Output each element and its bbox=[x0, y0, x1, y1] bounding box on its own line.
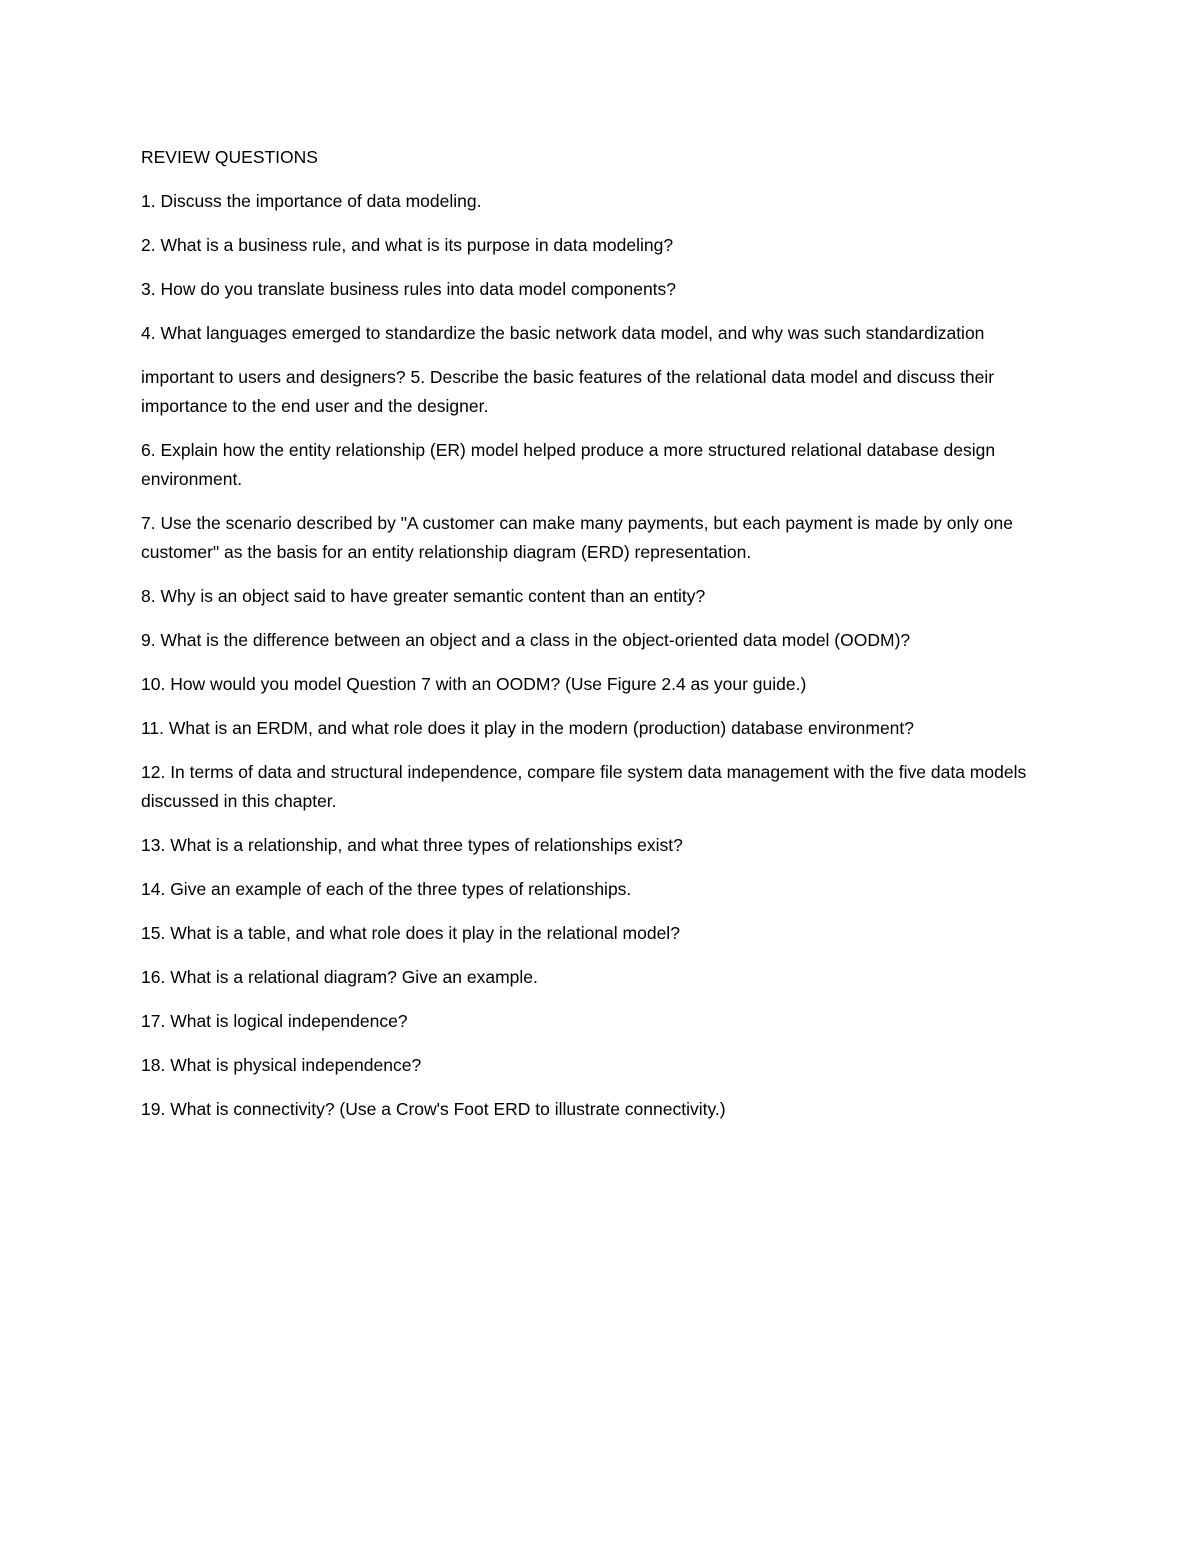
question-15: 15. What is a table, and what role does it play in the relational model? bbox=[141, 923, 680, 943]
document-body bbox=[141, 143, 1071, 1139]
question-16: 16. What is a relational diagram? Give an example. bbox=[141, 967, 538, 987]
question-10: 10. How would you model Question 7 with an OODM? (Use Figure 2.4 as your guide.) bbox=[141, 674, 807, 694]
question-4-continued-5: important to users and designers? 5. Describe the basic features of the relational data model and discuss their importance to the end user and the designer. bbox=[141, 367, 995, 416]
question-4: 4. What languages emerged to standardize the basic network data model, and why was such standardization bbox=[141, 323, 985, 343]
question-17: 17. What is logical independence? bbox=[141, 1011, 408, 1031]
question-11: 11. What is an ERDM, and what role does it play in the modern (production) database environment? bbox=[141, 718, 915, 738]
question-18: 18. What is physical independence? bbox=[141, 1055, 422, 1075]
question-12: 12. In terms of data and structural independence, compare file system data management with the five data models discussed in this chapter. bbox=[141, 762, 1027, 811]
question-1: 1. Discuss the importance of data modeling. bbox=[141, 191, 482, 211]
question-6: 6. Explain how the entity relationship (ER) model helped produce a more structured relational database design environment. bbox=[141, 440, 996, 489]
page-heading: REVIEW QUESTIONS bbox=[141, 147, 318, 167]
question-14: 14. Give an example of each of the three types of relationships. bbox=[141, 879, 632, 899]
question-13: 13. What is a relationship, and what three types of relationships exist? bbox=[141, 835, 683, 855]
question-3: 3. How do you translate business rules into data model components? bbox=[141, 279, 677, 299]
question-7: 7. Use the scenario described by "A customer can make many payments, but each payment is made by only one customer" as the basis for an entity relationship diagram (ERD) representation. bbox=[141, 513, 1013, 562]
question-19: 19. What is connectivity? (Use a Crow's Foot ERD to illustrate connectivity.) bbox=[141, 1099, 726, 1119]
question-2: 2. What is a business rule, and what is its purpose in data modeling? bbox=[141, 235, 674, 255]
question-9: 9. What is the difference between an object and a class in the object-oriented data model (OODM)? bbox=[141, 630, 911, 650]
question-8: 8. Why is an object said to have greater semantic content than an entity? bbox=[141, 586, 706, 606]
